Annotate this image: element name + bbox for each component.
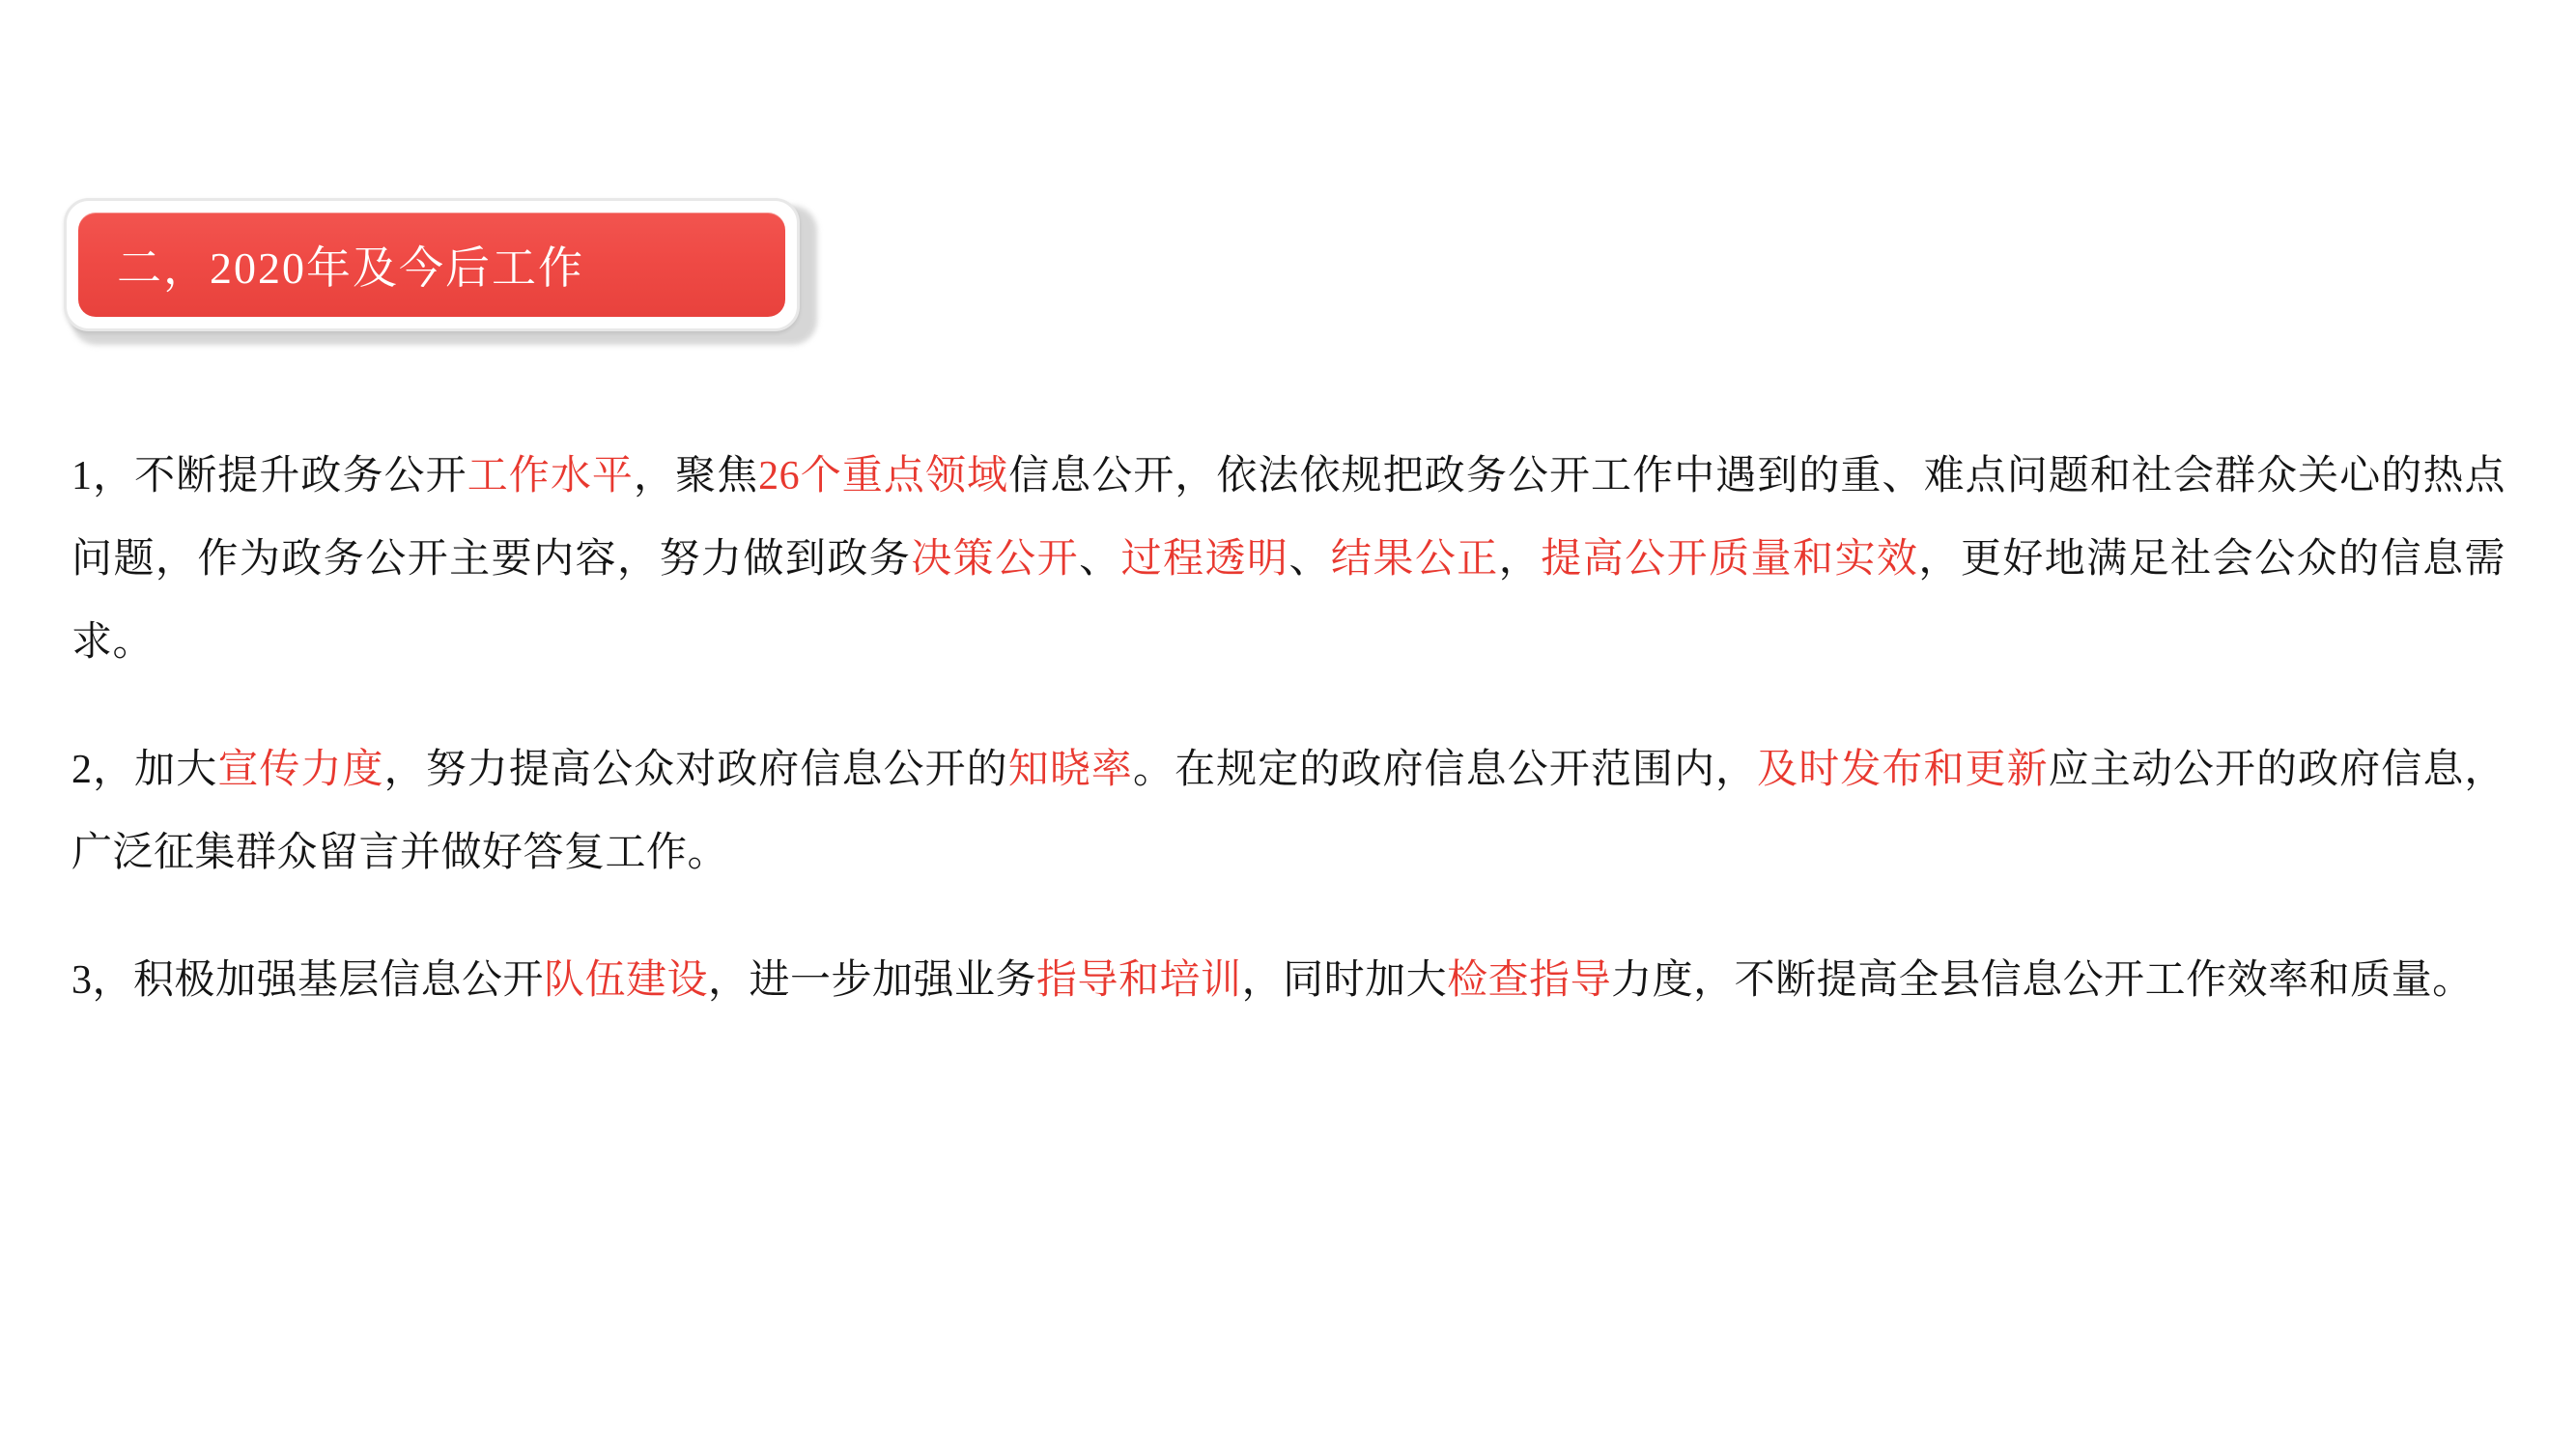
- highlighted-run: 提高公开质量和实效: [1541, 537, 1919, 582]
- plain-run: 。在规定的政府信息公开范围内，: [1133, 748, 1758, 792]
- highlighted-run: 宣传力度: [217, 748, 384, 792]
- highlighted-run: 知晓率: [1007, 748, 1133, 792]
- plain-run: 2，加大: [71, 748, 218, 792]
- banner-inner-fill: [78, 213, 785, 317]
- plain-run: 、: [1079, 537, 1121, 582]
- highlighted-run: 工作水平: [467, 454, 634, 498]
- plain-run: 3，积极加强基层信息公开: [71, 958, 545, 1003]
- plain-run: ，更好地满足社会公众的信息需求。: [71, 537, 2505, 665]
- section-heading-text: 二，2020年及今后工作: [117, 243, 584, 293]
- body-text-area: [71, 435, 2505, 1022]
- paragraph-3: [71, 939, 2505, 1022]
- plain-run: 力度，不断提高全县信息公开工作效率和质量。: [1611, 958, 2474, 1003]
- section-heading-banner: [64, 198, 817, 345]
- plain-run: ，进一步加强业务: [708, 958, 1037, 1003]
- plain-run: 信息公开，依法依规把政务公开工作中遇到的重、难点问题和社会群众关心的热点问题，作为政务公开主要内容，努力做到政务: [71, 454, 2505, 582]
- highlighted-run: 队伍建设: [544, 958, 709, 1003]
- paragraph-2: [71, 728, 2505, 895]
- plain-run: 应主动公开的政府信息，广泛征集群众留言并做好答复工作。: [71, 748, 2505, 875]
- plain-run: ，同时加大: [1241, 958, 1448, 1003]
- highlighted-run: 决策公开: [911, 537, 1080, 582]
- highlighted-run: 指导和培训: [1036, 958, 1242, 1003]
- paragraph-1: [71, 435, 2505, 684]
- plain-run: 、: [1288, 537, 1331, 582]
- highlighted-run: 过程透明: [1120, 537, 1289, 582]
- plain-run: 1，不断提升政务公开: [71, 454, 467, 498]
- highlighted-run: 26个重点领域: [758, 454, 1009, 498]
- plain-run: ，努力提高公众对政府信息公开的: [383, 748, 1008, 792]
- plain-run: ，聚焦: [633, 454, 759, 498]
- banner-outer-frame: [64, 198, 800, 331]
- highlighted-run: 及时发布和更新: [1757, 748, 2049, 792]
- highlighted-run: 结果公正: [1330, 537, 1499, 582]
- plain-run: ，: [1498, 537, 1542, 582]
- highlighted-run: 检查指导: [1447, 958, 1612, 1003]
